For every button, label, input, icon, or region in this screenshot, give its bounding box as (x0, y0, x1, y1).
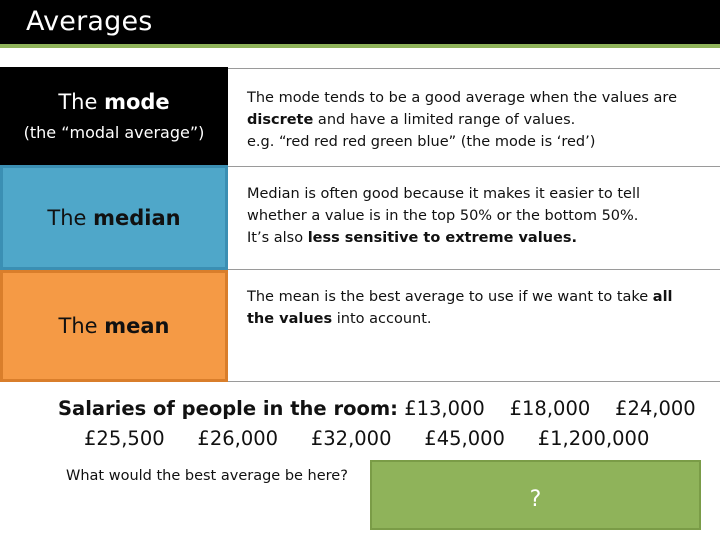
divider-line (228, 166, 720, 167)
description-line (247, 131, 697, 153)
title-bar (0, 0, 720, 44)
divider-line (228, 381, 720, 382)
answer-box[interactable] (370, 460, 701, 530)
text-run: into account. (332, 311, 432, 327)
mode-label: The mode (58, 90, 170, 114)
description-line (247, 308, 697, 330)
bold-text: the values (247, 311, 333, 327)
bold-text: all (652, 289, 673, 305)
bold-text: discrete (247, 112, 314, 128)
salaries-label: Salaries of people in the room: (58, 397, 398, 420)
description-line (247, 286, 697, 308)
question-text: What would the best average be here? (66, 468, 348, 484)
text-run: The mean is the best average to use if we want to take (247, 289, 653, 305)
divider-line (228, 68, 720, 69)
text-run: whether a value is in the top 50% or the bottom 50%. (247, 208, 639, 224)
median-description (247, 183, 697, 249)
mean-label-box (0, 270, 228, 382)
text-run: Median is often good because it makes it easier to tell (247, 186, 641, 202)
text-run: e.g. “red red red green blue” (the mode is ‘red’) (247, 134, 596, 150)
answer-placeholder: ? (529, 486, 542, 512)
median-label: The median (47, 205, 181, 230)
salaries-values-2: £25,500 £26,000 £32,000 £45,000 £1,200,000 (84, 427, 650, 450)
description-line (247, 183, 697, 205)
bold-text: less sensitive to extreme values. (307, 230, 577, 246)
text-run: It’s also (247, 230, 308, 246)
description-line (247, 109, 697, 131)
mean-description (247, 286, 697, 330)
mode-label-box (0, 67, 228, 165)
mean-label: The mean (58, 314, 170, 338)
description-line (247, 87, 697, 109)
divider-line (228, 269, 720, 270)
title-underline (0, 44, 720, 48)
mode-sublabel: (the “modal average”) (23, 123, 205, 142)
mode-description (247, 87, 697, 153)
text-run: and have a limited range of values. (313, 112, 576, 128)
description-line (247, 227, 697, 249)
slide-title: Averages (26, 6, 153, 37)
text-run: The mode tends to be a good average when the values are (247, 90, 677, 106)
salaries-values-1: £13,000 £18,000 £24,000 (404, 397, 696, 420)
salaries-line-1 (58, 397, 696, 420)
description-line (247, 205, 697, 227)
median-label-box (0, 165, 228, 270)
salaries-line-2 (84, 427, 649, 450)
